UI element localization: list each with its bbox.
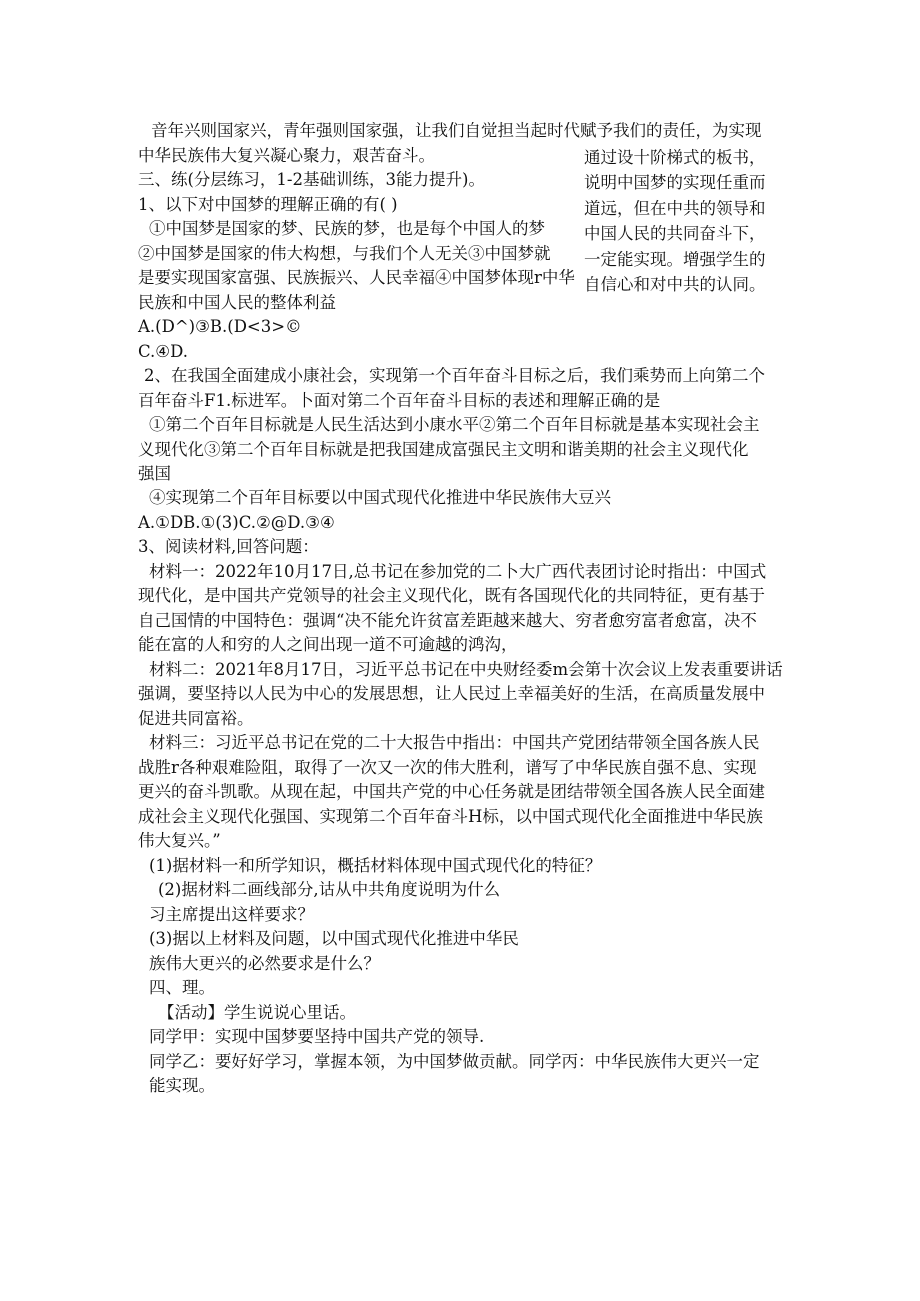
text-line: 义现代化③第二个百年目标就是把我国建成富强民主文明和谐美期的社会主义现代化	[138, 440, 749, 459]
text-line: 自己国情的中国特色：强调“决不能允许贫富差距越来越大、穷者愈穷富者愈富，决不	[138, 611, 757, 630]
material-one: 材料一：2022年10月17日,总书记在参加党的二卜大广西代表团讨论时指出：中国式	[149, 562, 767, 581]
text-line: 习主席提出这样要求？	[149, 905, 314, 924]
side-note-line: 通过设十阶梯式的板书，	[584, 148, 766, 167]
sub-question-2: (2)据材料二画线部分,诂从中共角度说明为什么	[158, 880, 501, 899]
side-note-line: 道远，但在中共的领导和	[584, 198, 766, 218]
text-line: 成社会主义现代化强国、实现第二个百年奋斗H标，以中国式现代化全面推进中华民族	[138, 807, 763, 826]
text-line: 更兴的奋斗凯歌。从现在起，中国共产党的中心任务就是团结带领全国各族人民全面建	[138, 782, 765, 801]
material-two: 材料二：2021年8月17日，习近平总书记在中央财经委m会第十次会议上发表重要讲话	[149, 660, 783, 679]
text-line: 是要实现国家富强、民族振兴、人民幸福④中国梦体现r中华	[138, 268, 575, 287]
question-2: 2、在我国全面建成小康社会，实现第一个百年奋斗目标之后，我们乘势而上向第二个	[144, 366, 765, 385]
side-note-line: 说明中国梦的实现任重而	[584, 173, 766, 193]
section-heading: 四、理。	[149, 978, 215, 997]
section-heading: 三、练(分层练习，1-2基础训练，3能力提升)。	[138, 170, 485, 189]
text-line: 强国	[138, 464, 171, 483]
side-note	[584, 145, 784, 297]
text-line: 中华民族伟大复兴凝心聚力，艰苦奋斗。	[138, 146, 435, 165]
sub-question-3: (3)据以上材料及问题，以中国式现代化推进中华民	[149, 929, 519, 948]
material-three: 材料三：习近平总书记在党的二十大报告中指出：中国共产党团结带领全国各族人民	[149, 733, 760, 752]
text-line: 促进共同富裕。	[138, 709, 254, 728]
text-line: 族伟大更兴的必然要求是什么？	[149, 954, 380, 973]
text-line: 百年奋斗F1.标进军。卜面对第二个百年奋斗目标的表述和理解正确的是	[138, 391, 661, 410]
activity-line: 【活动】学生说说心里话。	[158, 1003, 356, 1022]
question-1: 1、以下对中国梦的理解正确的有( )	[138, 195, 398, 214]
text-line: 强调，要坚持以人民为中心的发展思想，让人民过上幸福美好的生活，在高质量发展中	[138, 684, 765, 703]
text-line: 能实现。	[149, 1076, 215, 1095]
question-3: 3、阅读材料,回答问题：	[138, 537, 319, 556]
answer-options: A.(D^)③B.(D<3>©	[138, 317, 302, 336]
answer-options: C.④D.	[138, 342, 188, 361]
student-b: 同学乙：要好好学习，掌握本领，为中国梦做贡献。同学丙：中华民族伟大更兴一定	[149, 1052, 760, 1071]
text-line: ②中国梦是国家的伟大构想，与我们个人无关③中国梦就	[138, 244, 551, 263]
sub-question-1: (1)据材料一和所学知识，概括材料体现中国式现代化的特征？	[149, 856, 602, 875]
text-line: 现代化，是中国共产党领导的社会主义现代化，既有各国现代化的共同特征，更有基于	[138, 586, 765, 605]
text-line: 民族和中国人民的整体利益	[138, 293, 336, 312]
student-a: 同学甲：实现中国梦要坚持中国共产党的领导.	[149, 1027, 485, 1046]
text-line: 能在富的人和穷的人之间出现一道不可逾越的鸿沟，	[138, 635, 518, 654]
text-line: 伟大复兴。”	[138, 831, 221, 850]
answer-options: A.①DB.①(3)C.②@D.③④	[138, 513, 335, 532]
text-line: ①中国梦是国家的梦、民族的梦，也是每个中国人的梦	[149, 219, 545, 238]
text-line: ④实现第二个百年目标要以中国式现代化推进中华民族伟大豆兴	[149, 488, 611, 507]
side-note-line: 中国人民的共同奋斗下，	[584, 224, 766, 244]
text-line: 音年兴则国家兴，青年强则国家强，让我们自觉担当起时代赋予我们的责任，为实现	[151, 121, 762, 140]
text-line: ①第二个百年目标就是人民生活达到小康水平②第二个百年目标就是基本实现社会主	[149, 415, 760, 434]
text-line: 战胜r各种艰难险阻，取得了一次又一次的伟大胜利，谱写了中华民族自强不息、实现	[138, 758, 757, 777]
side-note-line: 自信心和对中共的认同。	[584, 275, 766, 295]
side-note-line: 一定能实现。增强学生的	[584, 249, 766, 269]
